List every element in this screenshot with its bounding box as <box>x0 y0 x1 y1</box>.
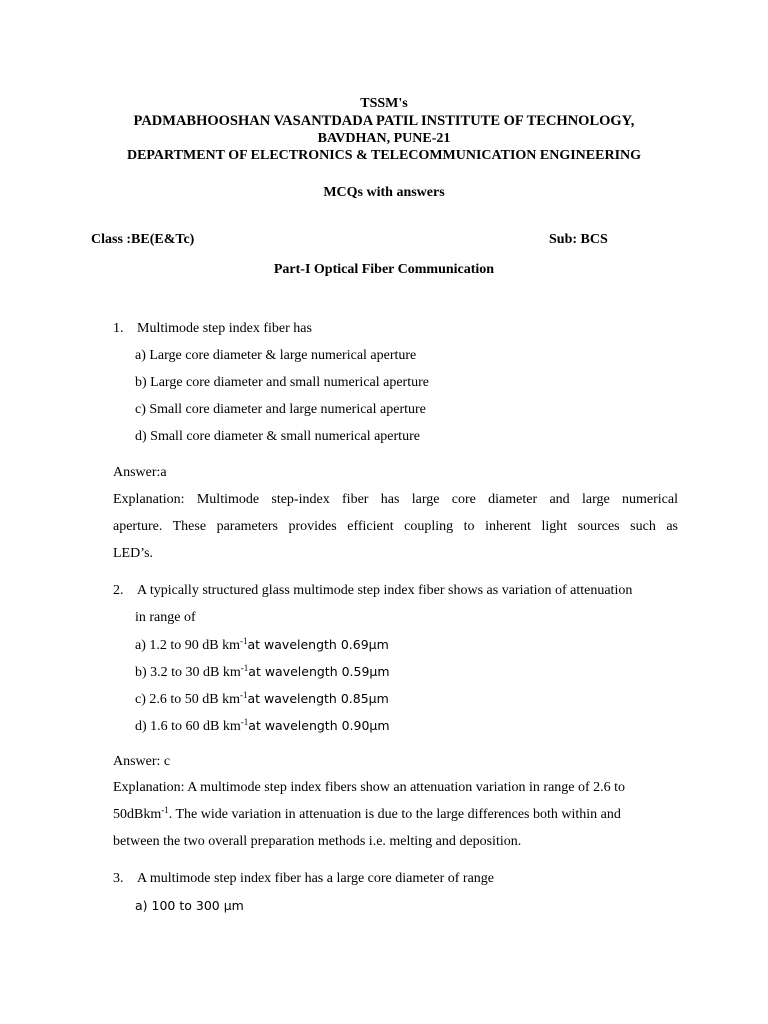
question-number: 3. <box>113 871 124 886</box>
option-exponent: -1 <box>240 690 248 700</box>
subject-label: Sub: BCS <box>549 232 608 247</box>
header-org: TSSM's <box>360 96 408 111</box>
option-wavelength: at wavelength 0.90μm <box>248 718 390 733</box>
q1-option-b: b) Large core diameter and small numerical aperture <box>135 375 429 390</box>
explanation-text: 50dBkm <box>113 807 162 822</box>
option-exponent: -1 <box>240 663 249 673</box>
option-text: d) 1.6 to 60 dB km <box>135 719 241 734</box>
q1-option-c: c) Small core diameter and large numerical aperture <box>135 402 426 417</box>
q1-option-d: d) Small core diameter & small numerical aperture <box>135 429 420 444</box>
q1-explanation-line-3: LED’s. <box>113 546 154 561</box>
question-2 <box>113 582 632 600</box>
q1-option-a: a) Large core diameter & large numerical aperture <box>135 348 417 363</box>
option-wavelength: at wavelength 0.85μm <box>247 691 389 706</box>
q1-explanation-line-2: aperture. These parameters provides efficient coupling to inherent light sources such as <box>113 519 678 534</box>
q3-option-a: a) 100 to 300 μm <box>135 898 244 913</box>
q2-explanation-line-1: Explanation: A multimode step index fibers show an attenuation variation in range of 2.6 to <box>113 780 626 795</box>
q2-explanation-line-3: between the two overall preparation methods i.e. melting and deposition. <box>113 834 522 849</box>
option-text: a) 1.2 to 90 dB km <box>135 638 240 653</box>
option-text: c) 2.6 to 50 dB km <box>135 692 240 707</box>
option-exponent: -1 <box>240 636 248 646</box>
option-wavelength: at wavelength 0.59μm <box>248 664 390 679</box>
question-number: 2. <box>113 583 124 598</box>
header-subtitle: MCQs with answers <box>323 185 445 200</box>
question-number: 1. <box>113 321 124 336</box>
q2-option-d <box>135 717 390 736</box>
q1-answer: Answer:a <box>113 465 167 480</box>
class-label: Class :BE(E&Tc) <box>91 232 195 247</box>
q2-explanation-line-2 <box>113 806 621 824</box>
part-title: Part-I Optical Fiber Communication <box>273 262 495 277</box>
option-wavelength: at wavelength 0.69μm <box>247 637 389 652</box>
header-institute: PADMABHOOSHAN VASANTDADA PATIL INSTITUTE OF TECHNOLOGY, <box>133 113 635 129</box>
explanation-exponent: -1 <box>161 805 169 815</box>
header-address: BAVDHAN, PUNE-21 <box>317 131 451 146</box>
option-text: b) 3.2 to 30 dB km <box>135 665 241 680</box>
question-2-continued: in range of <box>135 610 196 625</box>
q2-option-c <box>135 690 389 709</box>
header-department: DEPARTMENT OF ELECTRONICS & TELECOMMUNICATION ENGINEERING <box>126 148 642 163</box>
q2-option-b <box>135 663 390 682</box>
q2-option-a <box>135 636 389 655</box>
question-1 <box>113 320 312 338</box>
question-text: A multimode step index fiber has a large core diameter of range <box>137 871 494 886</box>
explanation-text: . The wide variation in attenuation is due to the large differences both within and <box>168 807 621 822</box>
question-text: A typically structured glass multimode step index fiber shows as variation of attenuation <box>137 583 633 598</box>
question-text: Multimode step index fiber has <box>137 321 312 336</box>
option-exponent: -1 <box>240 717 249 727</box>
q1-explanation-line-1: Explanation: Multimode step-index fiber has large core diameter and large numerical <box>113 492 678 507</box>
q2-answer: Answer: c <box>113 754 171 769</box>
question-3 <box>113 870 494 888</box>
